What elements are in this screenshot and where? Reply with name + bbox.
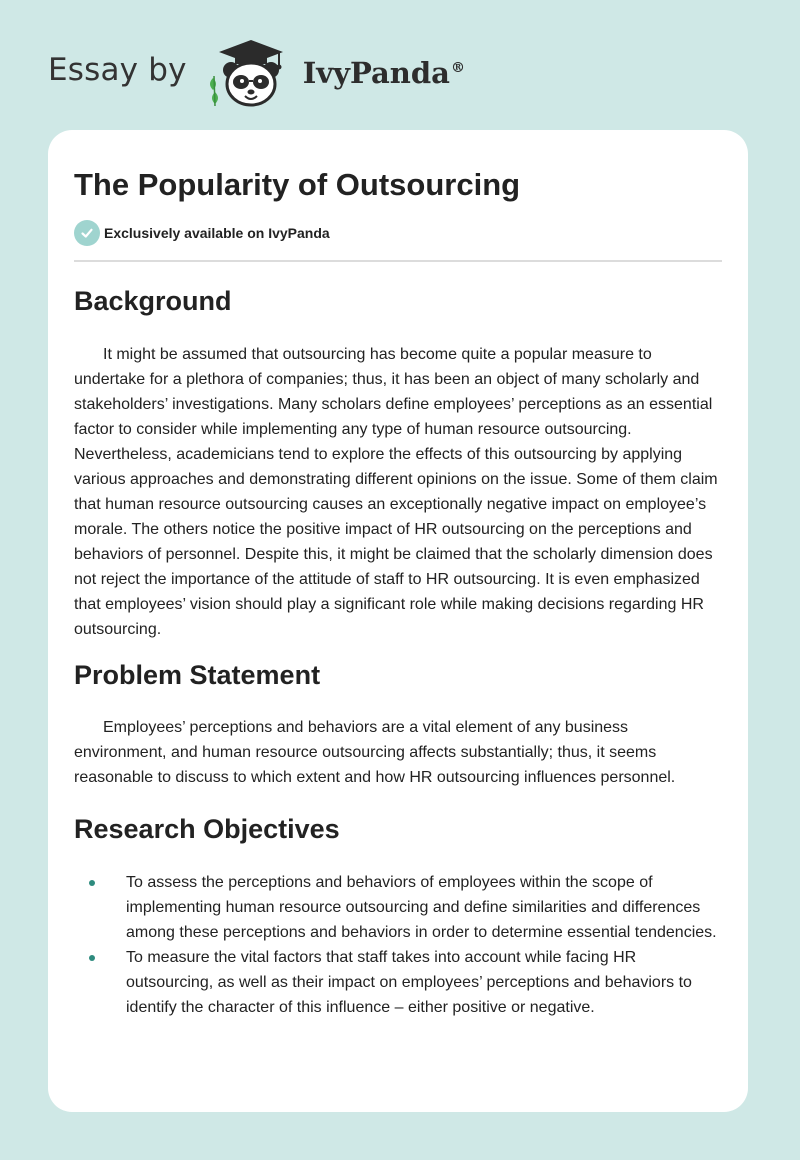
essay-title: The Popularity of Outsourcing: [74, 167, 521, 202]
essay-card: [48, 130, 748, 1112]
brand-name[interactable]: [303, 56, 465, 90]
section-paragraph-background: It might be assumed that outsourcing has become quite a popular measure to undertake for a plethora of companies; thus, it has been an object of many scholarly and stakeholders’ investigations. Many scholars define employees’ perceptions as an essential factor to consider while implementing any type of human resource outsourcing. Nevertheless, academicians tend to explore the effects of this outsourcing by applying various approaches and demonstrating different opinions on the issue. Some of them claim that human resource outsourcing causes an exceptionally negative impact on employee’s morale. The others notice the positive impact of HR outsourcing on the perceptions and behaviors of personnel. Despite this, it might be claimed that the scholarly dimension does not reject the importance of the attitude of staff to HR outsourcing. It is even emphasized that employees’ vision should play a significant role while making decisions regarding HR outsourcing.: [74, 346, 718, 638]
list-item-text: To assess the perceptions and behaviors of employees within the scope of implementing human resource outsourcing and define similarities and differences among these perceptions and behaviors in order to determine essential tendencies.: [126, 874, 717, 941]
bullet-dot-icon: [89, 880, 95, 886]
section-heading-research-objectives: Research Objectives: [74, 814, 340, 844]
bullet-dot-icon: [89, 955, 95, 961]
section-paragraph-problem-statement: Employees’ perceptions and behaviors are a vital element of any business environment, and human resource outsourcing affects substantially; thus, it seems reasonable to discuss to which extent and how HR outsourcing influences personnel.: [74, 719, 676, 786]
site-header: [48, 36, 465, 108]
exclusive-badge-text: Exclusively available on IvyPanda: [104, 225, 330, 241]
research-objectives-list: [74, 870, 722, 1020]
list-item-text: To measure the vital factors that staff takes into account while facing HR outsourcing, as well as their impact on employees’ perceptions and behaviors to identify the character of this influence – either positive or negative.: [126, 949, 692, 1016]
exclusive-badge: [74, 220, 722, 262]
section-heading-problem-statement: Problem Statement: [74, 660, 321, 690]
section-heading-background: Background: [74, 286, 232, 316]
list-item: [126, 945, 722, 1020]
check-circle-icon: [74, 220, 100, 246]
brand-name-text: IvyPanda: [302, 56, 450, 90]
essay-by-label: Essay by: [48, 52, 187, 88]
list-item: [126, 870, 722, 945]
registered-mark: ®: [450, 60, 465, 77]
panda-graduate-logo-icon[interactable]: [205, 36, 297, 108]
